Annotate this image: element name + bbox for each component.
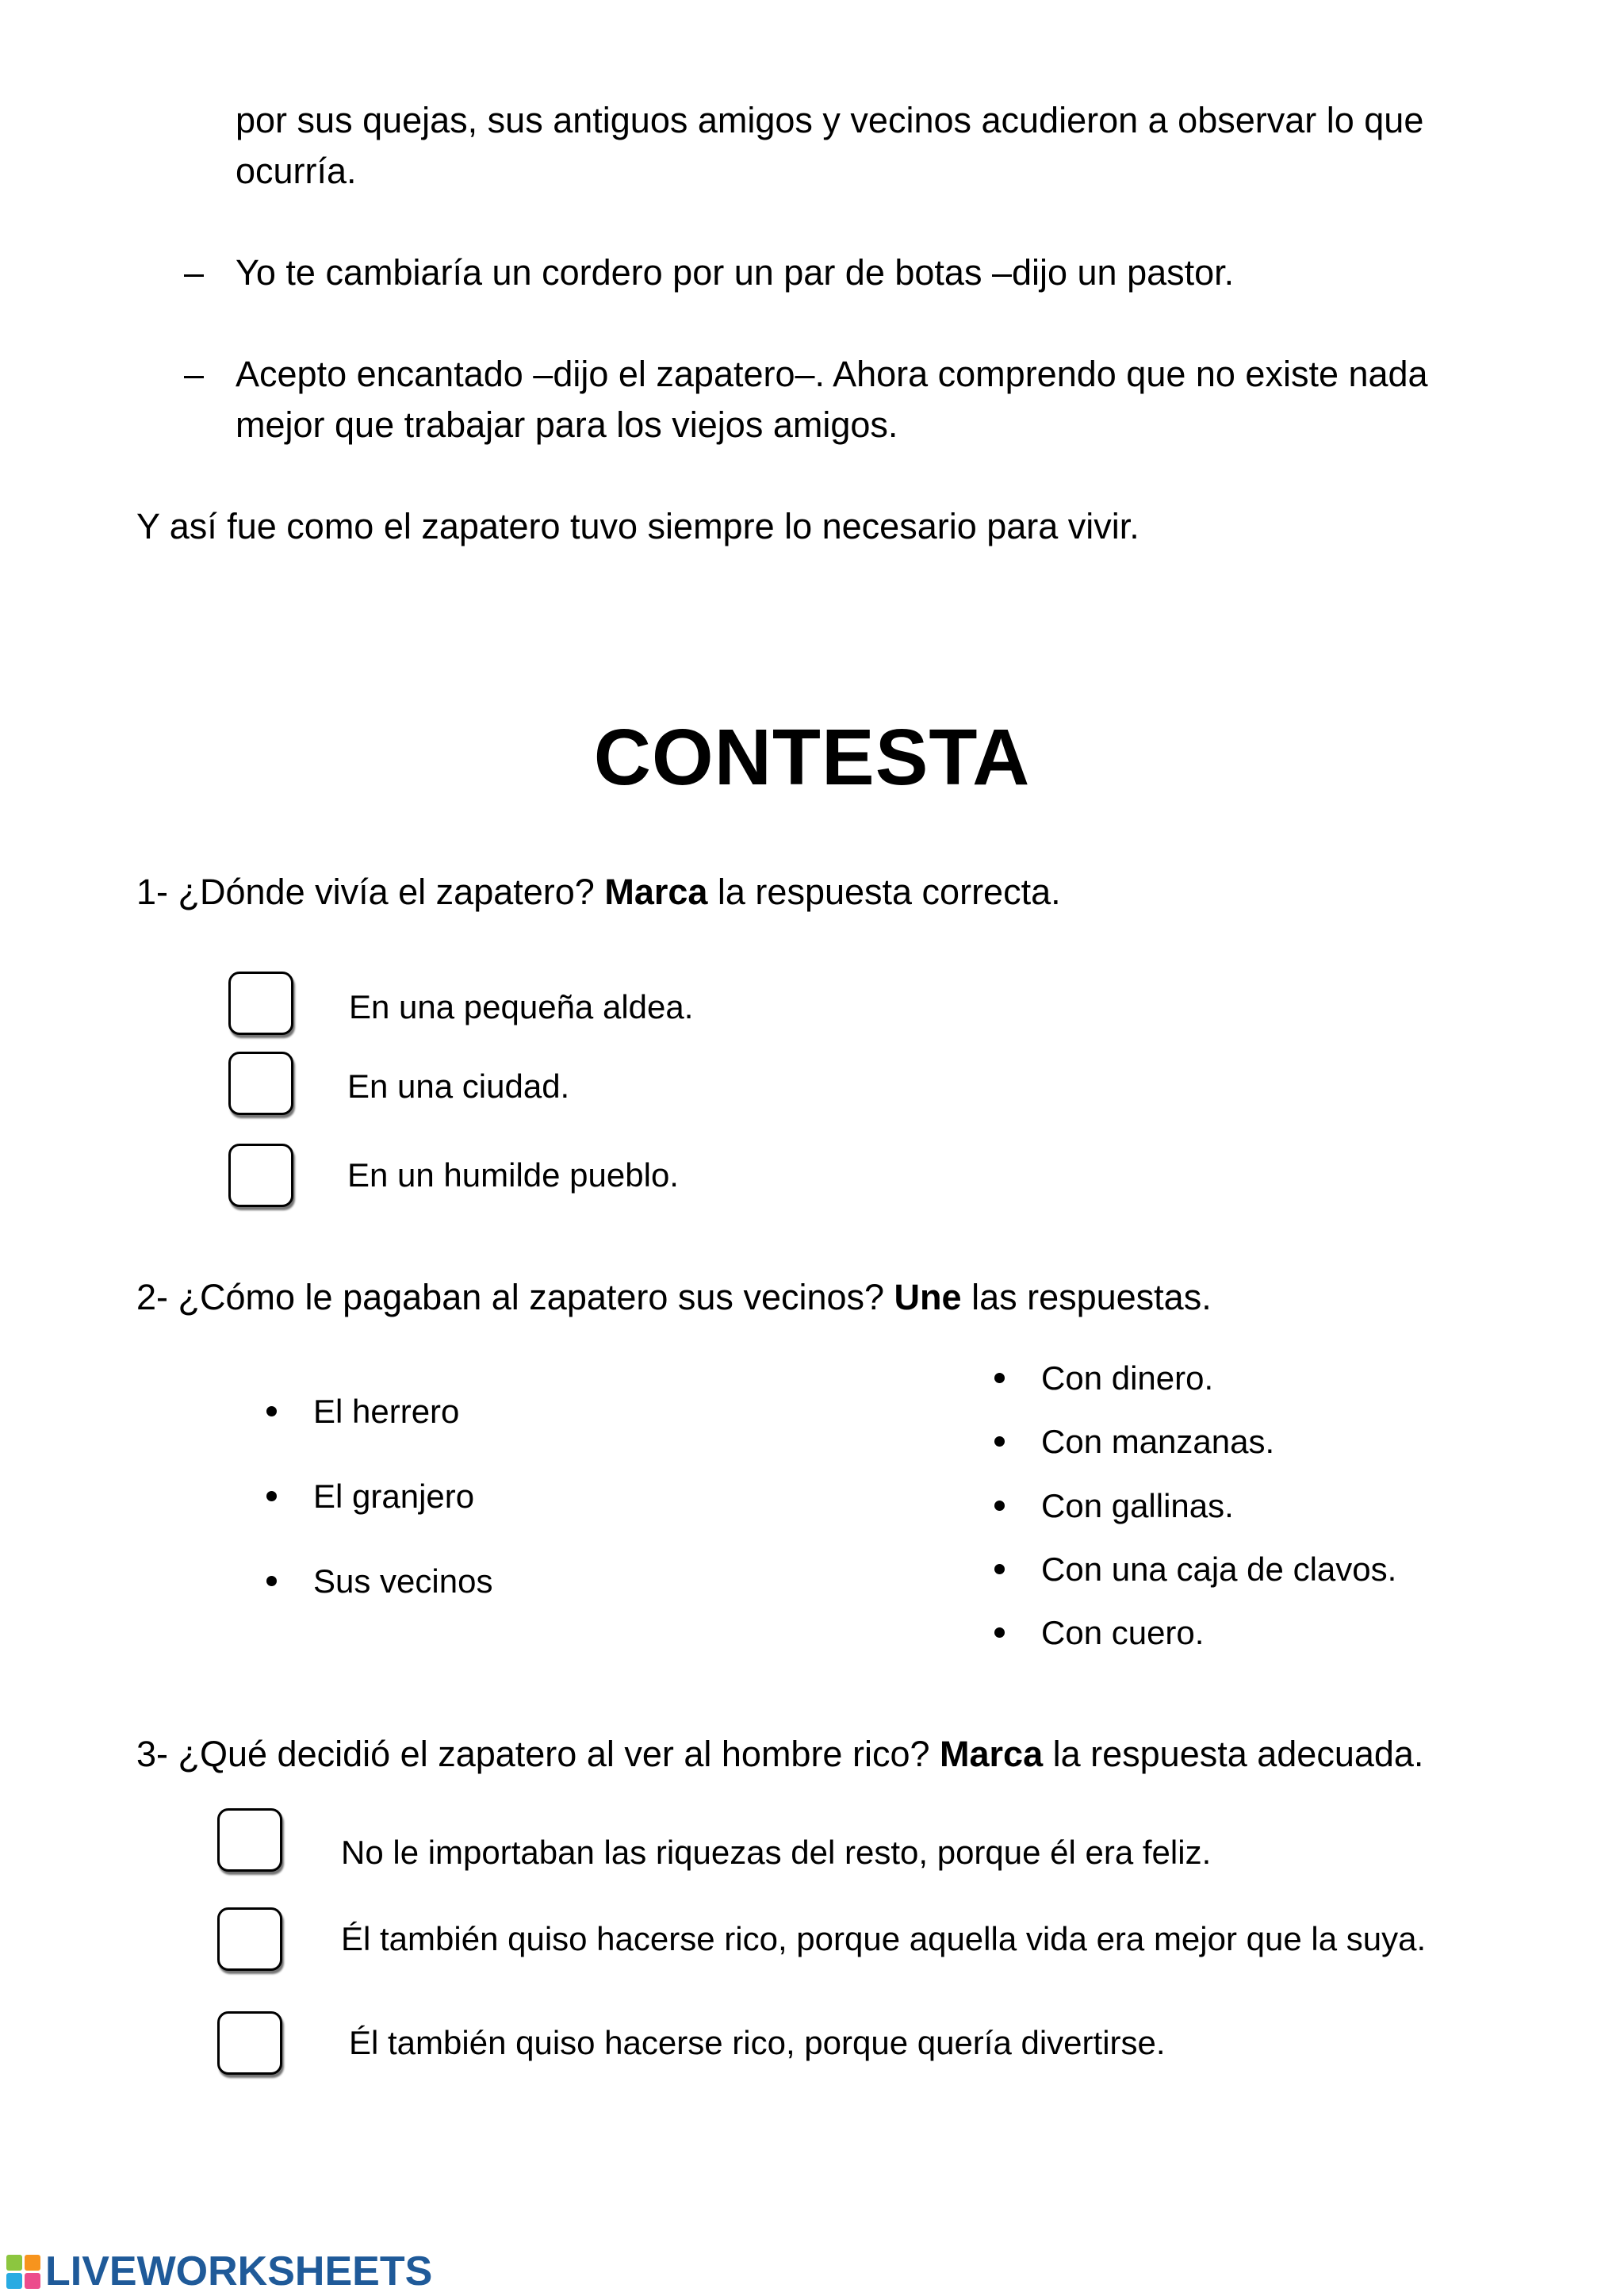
q1-option-2-checkbox[interactable] (228, 1052, 293, 1115)
match-right-item-2[interactable]: Con manzanas. (1041, 1423, 1275, 1460)
q3-option-2-checkbox[interactable] (217, 1907, 282, 1971)
question-2-instruction: Une (894, 1277, 962, 1317)
bullet (994, 1436, 1005, 1447)
dialogue-dash: – (184, 252, 205, 293)
match-left-item-2[interactable]: El granjero (313, 1478, 475, 1515)
match-left-item-3[interactable]: Sus vecinos (313, 1562, 493, 1600)
bullet (994, 1564, 1005, 1574)
match-right-item-4[interactable]: Con una caja de clavos. (1041, 1550, 1397, 1588)
q1-option-3-label: En un humilde pueblo. (347, 1156, 679, 1194)
question-1-prefix: 1- ¿Dónde vivía el zapatero? (136, 872, 605, 912)
logo-square-l (6, 2255, 22, 2271)
section-title: CONTESTA (593, 713, 1031, 802)
match-left-item-1[interactable]: El herrero (313, 1393, 460, 1430)
logo-square-e (25, 2273, 40, 2289)
logo-grid-icon (6, 2255, 40, 2289)
dialogue-line-1: Yo te cambiaría un cordero por un par de botas –dijo un pastor. (236, 252, 1235, 293)
bullet (994, 1501, 1005, 1511)
q3-option-1-label: No le importaban las riquezas del resto, porque él era feliz. (341, 1834, 1212, 1871)
match-right-item-1[interactable]: Con dinero. (1041, 1359, 1214, 1397)
question-1-suffix: la respuesta correcta. (707, 872, 1061, 912)
q1-option-1-label: En una pequeña aldea. (349, 988, 694, 1025)
question-3-suffix: la respuesta adecuada. (1043, 1734, 1424, 1774)
question-3-prefix: 3- ¿Qué decidió el zapatero al ver al hombre rico? (136, 1734, 940, 1774)
question-2 (136, 1272, 1212, 1323)
bullet (994, 1373, 1005, 1383)
logo-square-v (6, 2273, 22, 2289)
dialogue-line-2a: Acepto encantado –dijo el zapatero–. Ahora comprendo que no existe nada (236, 354, 1428, 394)
dialogue-line-2b: mejor que trabajar para los viejos amigos. (236, 404, 898, 445)
q3-option-2-label: Él también quiso hacerse rico, porque aquella vida era mejor que la suya. (341, 1920, 1427, 1957)
match-right-item-3[interactable]: Con gallinas. (1041, 1487, 1234, 1524)
q1-option-3-checkbox[interactable] (228, 1144, 293, 1207)
logo-square-i (25, 2255, 40, 2271)
q3-option-1-checkbox[interactable] (217, 1808, 282, 1872)
question-3 (136, 1729, 1423, 1780)
story-paragraph-line-1: por sus quejas, sus antiguos amigos y vecinos acudieron a observar lo que (236, 100, 1424, 140)
question-2-suffix: las respuestas. (961, 1277, 1212, 1317)
bullet (994, 1627, 1005, 1638)
bullet (266, 1491, 277, 1501)
q1-option-2-label: En una ciudad. (347, 1068, 570, 1105)
q1-option-1-checkbox[interactable] (228, 972, 293, 1035)
question-3-instruction: Marca (940, 1734, 1044, 1774)
story-paragraph-line-2: ocurría. (236, 151, 357, 191)
bullet (266, 1406, 277, 1416)
match-right-item-5[interactable]: Con cuero. (1041, 1614, 1205, 1651)
q3-option-3-checkbox[interactable] (217, 2011, 282, 2075)
liveworksheets-logo (6, 2249, 432, 2294)
question-1 (136, 867, 1061, 918)
question-2-prefix: 2- ¿Cómo le pagaban al zapatero sus vecinos? (136, 1277, 894, 1317)
logo-text: LIVEWORKSHEETS (45, 2248, 433, 2294)
question-1-instruction: Marca (604, 872, 708, 912)
dialogue-dash: – (184, 354, 205, 394)
story-closing-line: Y así fue como el zapatero tuvo siempre lo necesario para vivir. (136, 506, 1139, 546)
bullet (266, 1576, 277, 1586)
q3-option-3-label: Él también quiso hacerse rico, porque quería divertirse. (349, 2024, 1166, 2061)
